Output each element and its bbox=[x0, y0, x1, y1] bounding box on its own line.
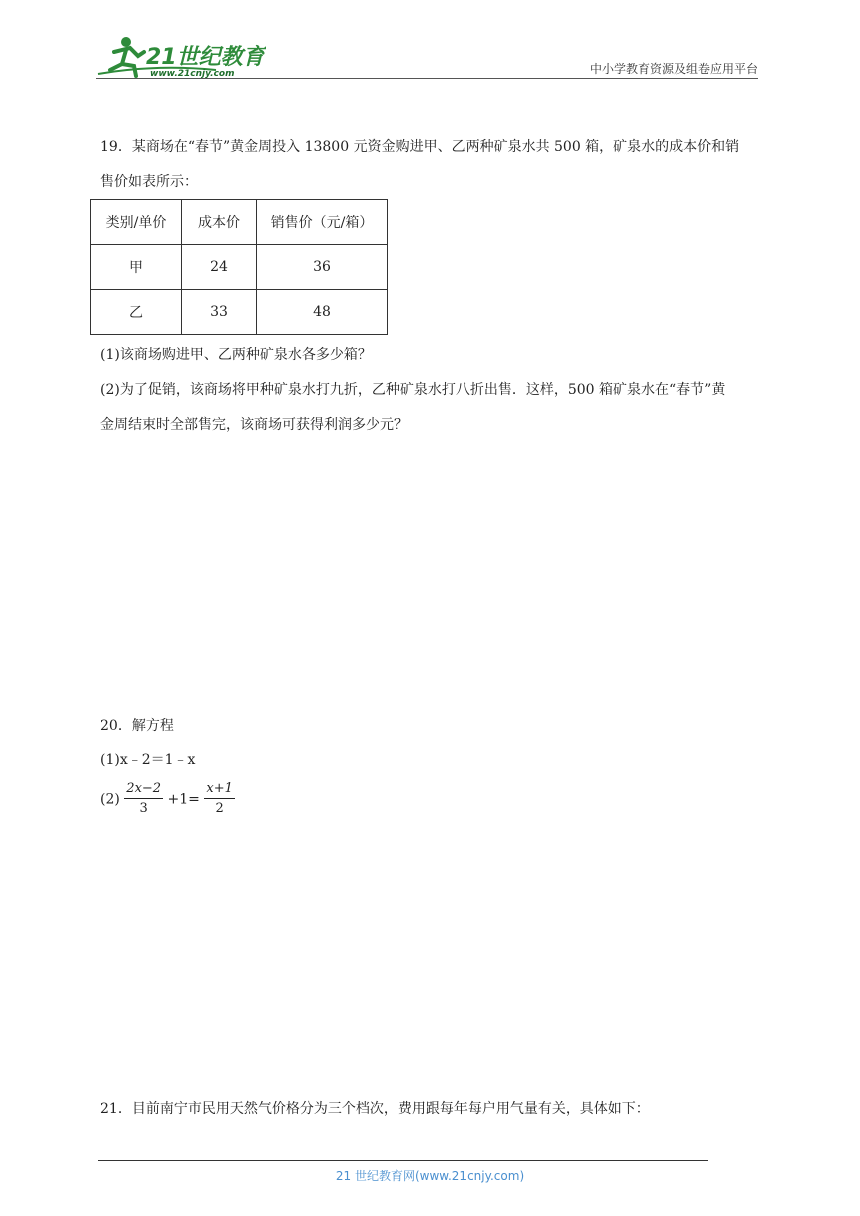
q21-intro: 21．目前南宁市民用天然气价格分为三个档次，费用跟每年每户用气量有关，具体如下： bbox=[100, 1101, 650, 1117]
table-header-cell: 成本价 bbox=[182, 200, 257, 245]
q20-part2 bbox=[100, 780, 764, 819]
table-header-cell: 销售价（元/箱） bbox=[257, 200, 388, 245]
site-tagline: 中小学教育资源及组卷应用平台 bbox=[589, 62, 758, 76]
fraction-right-numerator: x+1 bbox=[204, 780, 235, 799]
q20-part2-prefix: (2) bbox=[100, 791, 120, 808]
q19-part1: (1)该商场购进甲、乙两种矿泉水各多少箱？ bbox=[100, 347, 372, 363]
fraction-right bbox=[204, 780, 235, 819]
equation-middle: +1= bbox=[167, 791, 200, 808]
table-row bbox=[91, 245, 388, 290]
table-cell: 36 bbox=[257, 245, 388, 290]
fraction-right-denominator: 2 bbox=[215, 801, 224, 816]
q19-part2-line2: 金周结束时全部售完，该商场可获得利润多少元？ bbox=[100, 417, 408, 433]
site-logo bbox=[96, 34, 266, 80]
q20-title: 20．解方程 bbox=[100, 718, 174, 734]
table-header-cell: 类别/单价 bbox=[91, 200, 182, 245]
q20-part1: (1)x﹣2＝1﹣x bbox=[100, 752, 196, 768]
table-cell: 33 bbox=[182, 290, 257, 335]
fraction-left-denominator: 3 bbox=[139, 801, 148, 816]
fraction-left-numerator: 2x−2 bbox=[124, 780, 163, 799]
q19-part2-line1: (2)为了促销，该商场将甲种矿泉水打九折，乙种矿泉水打八折出售．这样，500 箱矿泉水在“春节”黄 bbox=[100, 382, 726, 398]
table-header-row bbox=[91, 200, 388, 245]
q19-intro-line1: 19．某商场在“春节”黄金周投入 13800 元资金购进甲、乙两种矿泉水共 500 箱，矿泉水的成本价和销 bbox=[100, 139, 740, 155]
footer-link[interactable]: 21 世纪教育网(www.21cnjy.com) bbox=[335, 1169, 525, 1183]
footer-divider bbox=[98, 1160, 708, 1161]
table-cell: 甲 bbox=[91, 245, 182, 290]
runner-logo-icon bbox=[96, 34, 266, 80]
table-cell: 24 bbox=[182, 245, 257, 290]
q19-intro-line2: 售价如表所示： bbox=[100, 174, 198, 190]
table-row bbox=[91, 290, 388, 335]
logo-title: 21世纪教育 bbox=[146, 45, 265, 70]
table-cell: 乙 bbox=[91, 290, 182, 335]
fraction-left bbox=[124, 780, 163, 819]
logo-url: www.21cnjy.com bbox=[150, 69, 235, 79]
header-divider bbox=[96, 78, 758, 79]
price-table bbox=[90, 199, 388, 335]
table-cell: 48 bbox=[257, 290, 388, 335]
